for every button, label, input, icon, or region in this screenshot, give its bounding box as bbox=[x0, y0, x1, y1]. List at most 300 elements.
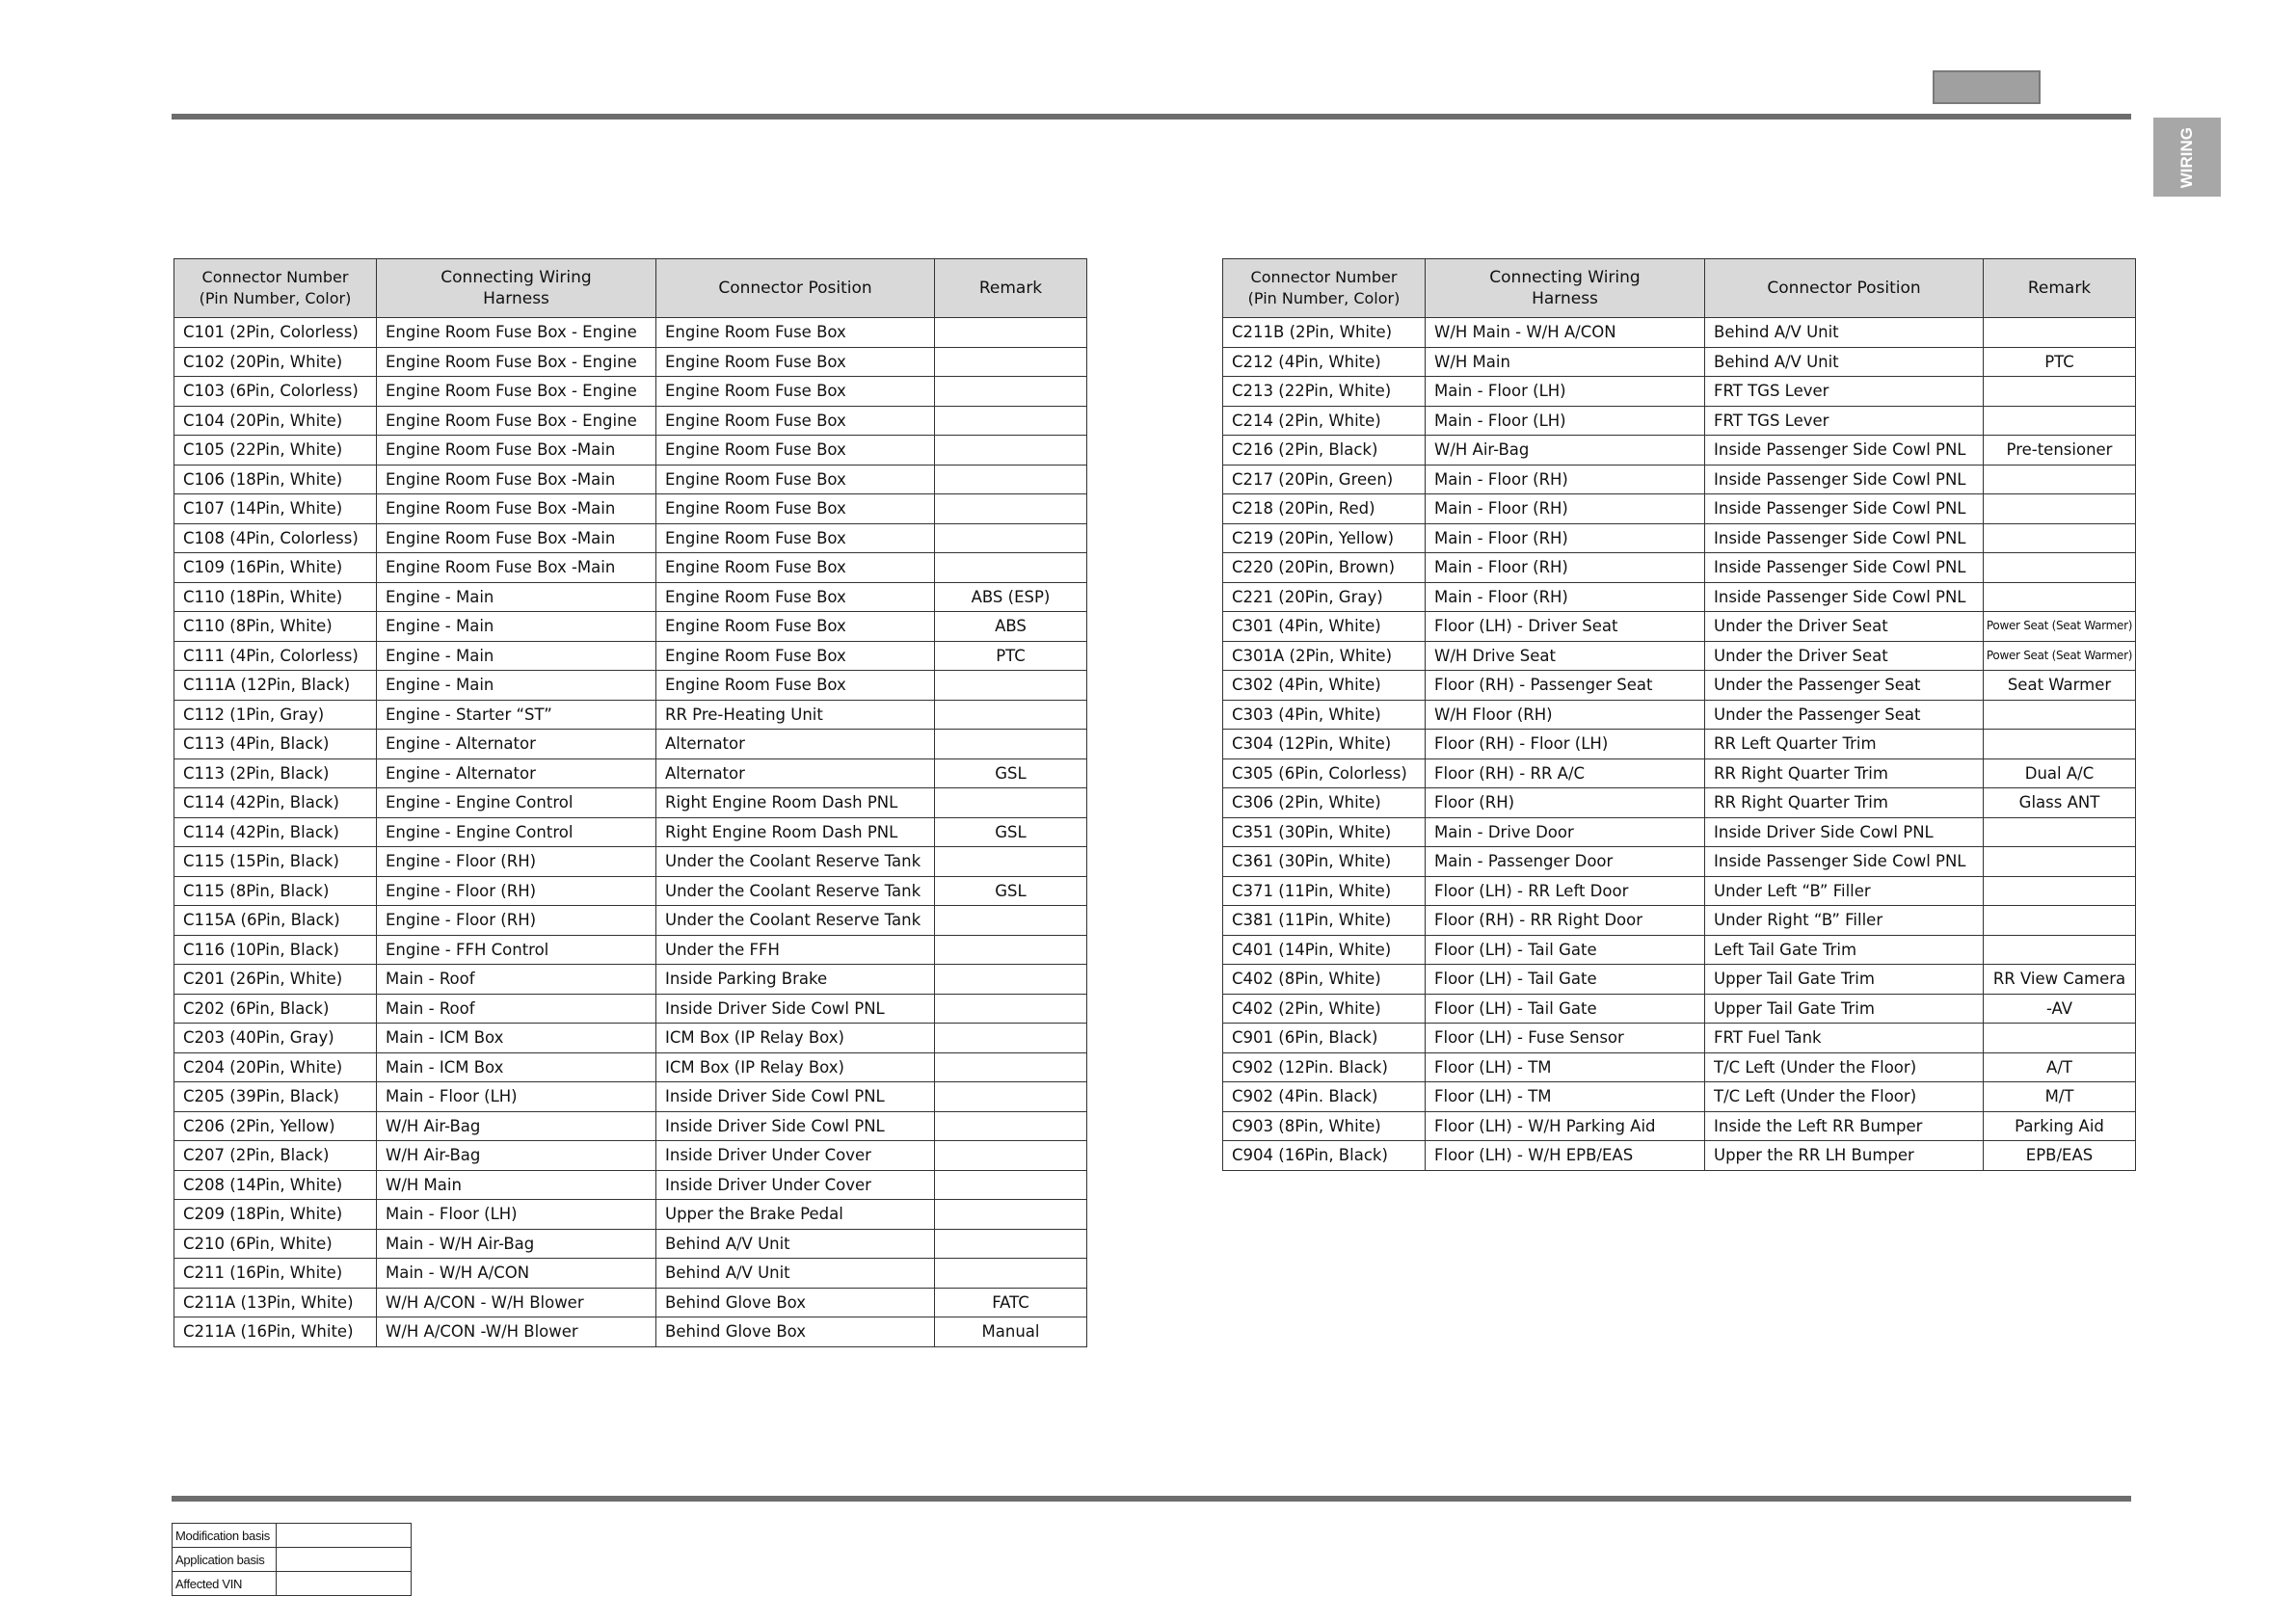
table-row bbox=[1223, 318, 2136, 348]
position-cell: Behind A/V Unit bbox=[1705, 347, 1984, 377]
table-row bbox=[174, 494, 1087, 524]
connector-number-cell: C112 (1Pin, Gray) bbox=[174, 700, 377, 730]
connector-number-cell: C114 (42Pin, Black) bbox=[174, 817, 377, 847]
remark-cell: EPB/EAS bbox=[1984, 1141, 2136, 1171]
remark-cell bbox=[935, 788, 1087, 818]
connector-number-cell: C202 (6Pin, Black) bbox=[174, 994, 377, 1024]
position-cell: Engine Room Fuse Box bbox=[656, 436, 935, 466]
header-line: Connector Number bbox=[1250, 268, 1398, 286]
harness-cell: Engine - FFH Control bbox=[377, 935, 656, 965]
harness-cell: W/H Main bbox=[377, 1170, 656, 1200]
harness-cell: Engine - Floor (RH) bbox=[377, 847, 656, 877]
position-cell: Engine Room Fuse Box bbox=[656, 377, 935, 407]
table-row bbox=[174, 553, 1087, 583]
remark-cell bbox=[935, 377, 1087, 407]
connector-number-cell: C210 (6Pin, White) bbox=[174, 1229, 377, 1259]
harness-cell: Floor (LH) - Driver Seat bbox=[1426, 612, 1705, 642]
table-row bbox=[174, 318, 1087, 348]
remark-cell: ABS bbox=[935, 612, 1087, 642]
modification-value[interactable] bbox=[277, 1548, 412, 1572]
modification-row bbox=[173, 1572, 412, 1596]
table-row bbox=[1223, 965, 2136, 995]
harness-cell: Floor (RH) bbox=[1426, 788, 1705, 818]
col-connector-number bbox=[1223, 259, 1426, 318]
harness-cell: Main - Floor (RH) bbox=[1426, 523, 1705, 553]
remark-cell bbox=[1984, 700, 2136, 730]
table-row bbox=[174, 347, 1087, 377]
table-row bbox=[1223, 553, 2136, 583]
harness-cell: Engine Room Fuse Box -Main bbox=[377, 494, 656, 524]
connector-number-cell: C361 (30Pin, White) bbox=[1223, 847, 1426, 877]
remark-cell bbox=[1984, 817, 2136, 847]
harness-cell: Main - Floor (RH) bbox=[1426, 582, 1705, 612]
col-connector-number bbox=[174, 259, 377, 318]
harness-cell: Main - ICM Box bbox=[377, 1024, 656, 1053]
harness-cell: Main - Floor (LH) bbox=[1426, 377, 1705, 407]
harness-cell: Engine - Main bbox=[377, 671, 656, 701]
table-row bbox=[174, 1141, 1087, 1171]
harness-cell: Main - Floor (LH) bbox=[377, 1200, 656, 1230]
harness-cell: Main - Passenger Door bbox=[1426, 847, 1705, 877]
harness-cell: Engine - Starter “ST” bbox=[377, 700, 656, 730]
position-cell: Under the Passenger Seat bbox=[1705, 671, 1984, 701]
remark-cell: Manual bbox=[935, 1317, 1087, 1347]
harness-cell: Floor (LH) - Tail Gate bbox=[1426, 994, 1705, 1024]
harness-cell: Engine - Engine Control bbox=[377, 817, 656, 847]
harness-cell: W/H Air-Bag bbox=[377, 1141, 656, 1171]
table-row bbox=[174, 906, 1087, 936]
remark-cell bbox=[935, 406, 1087, 436]
table-row bbox=[174, 1229, 1087, 1259]
connector-number-cell: C351 (30Pin, White) bbox=[1223, 817, 1426, 847]
harness-cell: Main - Roof bbox=[377, 965, 656, 995]
remark-cell bbox=[935, 318, 1087, 348]
remark-cell bbox=[935, 1111, 1087, 1141]
table-row bbox=[174, 935, 1087, 965]
table-row bbox=[1223, 730, 2136, 759]
col-harness bbox=[1426, 259, 1705, 318]
connector-number-cell: C104 (20Pin, White) bbox=[174, 406, 377, 436]
connector-number-cell: C116 (10Pin, Black) bbox=[174, 935, 377, 965]
remark-cell bbox=[1984, 465, 2136, 494]
harness-cell: Engine - Main bbox=[377, 641, 656, 671]
connector-number-cell: C108 (4Pin, Colorless) bbox=[174, 523, 377, 553]
position-cell: Under the Coolant Reserve Tank bbox=[656, 847, 935, 877]
modification-table bbox=[172, 1523, 412, 1596]
remark-cell: PTC bbox=[935, 641, 1087, 671]
connector-number-cell: C305 (6Pin, Colorless) bbox=[1223, 758, 1426, 788]
table-row bbox=[1223, 582, 2136, 612]
harness-cell: Main - W/H A/CON bbox=[377, 1259, 656, 1289]
position-cell: Inside Passenger Side Cowl PNL bbox=[1705, 494, 1984, 524]
remark-cell: FATC bbox=[935, 1288, 1087, 1317]
connector-number-cell: C306 (2Pin, White) bbox=[1223, 788, 1426, 818]
table-row bbox=[1223, 641, 2136, 671]
remark-cell bbox=[935, 1229, 1087, 1259]
header-line: Connector Position bbox=[718, 279, 872, 298]
harness-cell: Floor (LH) - Fuse Sensor bbox=[1426, 1024, 1705, 1053]
harness-cell: Engine - Floor (RH) bbox=[377, 906, 656, 936]
remark-cell bbox=[1984, 523, 2136, 553]
modification-label: Application basis bbox=[173, 1548, 277, 1572]
table-row bbox=[1223, 758, 2136, 788]
connector-number-cell: C211A (13Pin, White) bbox=[174, 1288, 377, 1317]
harness-cell: Floor (LH) - TM bbox=[1426, 1082, 1705, 1112]
table-row bbox=[174, 377, 1087, 407]
header-line: Remark bbox=[978, 279, 1043, 298]
harness-cell: W/H Drive Seat bbox=[1426, 641, 1705, 671]
modification-value[interactable] bbox=[277, 1572, 412, 1596]
table-row bbox=[174, 994, 1087, 1024]
header-line: (Pin Number, Color) bbox=[1247, 289, 1401, 307]
table-row bbox=[174, 1170, 1087, 1200]
table-row bbox=[1223, 612, 2136, 642]
remark-cell bbox=[1984, 1024, 2136, 1053]
position-cell: ICM Box (IP Relay Box) bbox=[656, 1024, 935, 1053]
harness-cell: Engine - Alternator bbox=[377, 730, 656, 759]
connector-number-cell: C303 (4Pin, White) bbox=[1223, 700, 1426, 730]
connector-number-cell: C204 (20Pin, White) bbox=[174, 1052, 377, 1082]
harness-cell: Engine - Floor (RH) bbox=[377, 876, 656, 906]
modification-label: Affected VIN bbox=[173, 1572, 277, 1596]
connector-number-cell: C201 (26Pin, White) bbox=[174, 965, 377, 995]
position-cell: Engine Room Fuse Box bbox=[656, 671, 935, 701]
harness-cell: Main - Floor (RH) bbox=[1426, 553, 1705, 583]
col-position bbox=[656, 259, 935, 318]
position-cell: T/C Left (Under the Floor) bbox=[1705, 1082, 1984, 1112]
remark-cell bbox=[935, 465, 1087, 494]
remark-cell bbox=[935, 436, 1087, 466]
connector-number-cell: C211A (16Pin, White) bbox=[174, 1317, 377, 1347]
position-cell: Under the FFH bbox=[656, 935, 935, 965]
remark-cell bbox=[935, 494, 1087, 524]
remark-cell bbox=[1984, 494, 2136, 524]
connector-number-cell: C206 (2Pin, Yellow) bbox=[174, 1111, 377, 1141]
harness-cell: Engine - Engine Control bbox=[377, 788, 656, 818]
harness-cell: Engine Room Fuse Box -Main bbox=[377, 553, 656, 583]
position-cell: Behind Glove Box bbox=[656, 1317, 935, 1347]
position-cell: Engine Room Fuse Box bbox=[656, 582, 935, 612]
remark-cell bbox=[1984, 935, 2136, 965]
position-cell: Engine Room Fuse Box bbox=[656, 553, 935, 583]
harness-cell: Floor (LH) - RR Left Door bbox=[1426, 876, 1705, 906]
position-cell: Under Right “B” Filler bbox=[1705, 906, 1984, 936]
remark-cell: ABS (ESP) bbox=[935, 582, 1087, 612]
position-cell: RR Pre-Heating Unit bbox=[656, 700, 935, 730]
remark-cell bbox=[935, 523, 1087, 553]
harness-cell: Floor (RH) - RR A/C bbox=[1426, 758, 1705, 788]
connector-number-cell: C107 (14Pin, White) bbox=[174, 494, 377, 524]
table-row bbox=[1223, 994, 2136, 1024]
position-cell: Inside Passenger Side Cowl PNL bbox=[1705, 553, 1984, 583]
position-cell: Behind A/V Unit bbox=[1705, 318, 1984, 348]
connector-number-cell: C115 (8Pin, Black) bbox=[174, 876, 377, 906]
connector-number-cell: C111A (12Pin, Black) bbox=[174, 671, 377, 701]
table-row bbox=[1223, 1111, 2136, 1141]
harness-cell: Engine Room Fuse Box -Main bbox=[377, 465, 656, 494]
position-cell: RR Right Quarter Trim bbox=[1705, 788, 1984, 818]
table-row bbox=[174, 1288, 1087, 1317]
harness-cell: W/H Air-Bag bbox=[377, 1111, 656, 1141]
harness-cell: Engine - Main bbox=[377, 612, 656, 642]
remark-cell: Parking Aid bbox=[1984, 1111, 2136, 1141]
position-cell: Engine Room Fuse Box bbox=[656, 406, 935, 436]
position-cell: Under the Coolant Reserve Tank bbox=[656, 876, 935, 906]
remark-cell bbox=[935, 553, 1087, 583]
table-row bbox=[174, 788, 1087, 818]
position-cell: FRT TGS Lever bbox=[1705, 406, 1984, 436]
position-cell: Upper Tail Gate Trim bbox=[1705, 994, 1984, 1024]
table-row bbox=[1223, 788, 2136, 818]
connector-number-cell: C219 (20Pin, Yellow) bbox=[1223, 523, 1426, 553]
remark-cell bbox=[935, 700, 1087, 730]
connector-number-cell: C402 (8Pin, White) bbox=[1223, 965, 1426, 995]
connector-number-cell: C214 (2Pin, White) bbox=[1223, 406, 1426, 436]
harness-cell: Main - Drive Door bbox=[1426, 817, 1705, 847]
position-cell: Inside Driver Under Cover bbox=[656, 1141, 935, 1171]
harness-cell: Main - W/H Air-Bag bbox=[377, 1229, 656, 1259]
position-cell: Right Engine Room Dash PNL bbox=[656, 788, 935, 818]
position-cell: Inside Driver Under Cover bbox=[656, 1170, 935, 1200]
table-row bbox=[1223, 523, 2136, 553]
position-cell: Inside the Left RR Bumper bbox=[1705, 1111, 1984, 1141]
position-cell: Engine Room Fuse Box bbox=[656, 465, 935, 494]
header-line: Remark bbox=[2027, 279, 2092, 298]
position-cell: Engine Room Fuse Box bbox=[656, 347, 935, 377]
position-cell: Inside Driver Side Cowl PNL bbox=[656, 994, 935, 1024]
connector-number-cell: C113 (2Pin, Black) bbox=[174, 758, 377, 788]
table-row bbox=[1223, 436, 2136, 466]
position-cell: RR Left Quarter Trim bbox=[1705, 730, 1984, 759]
position-cell: Upper Tail Gate Trim bbox=[1705, 965, 1984, 995]
remark-cell bbox=[1984, 377, 2136, 407]
harness-cell: Floor (LH) - Tail Gate bbox=[1426, 965, 1705, 995]
table-row bbox=[1223, 494, 2136, 524]
position-cell: Under the Driver Seat bbox=[1705, 612, 1984, 642]
side-tab-wiring[interactable] bbox=[2153, 118, 2221, 197]
connector-number-cell: C381 (11Pin, White) bbox=[1223, 906, 1426, 936]
left-connector-table bbox=[174, 258, 1087, 1347]
table-row bbox=[1223, 935, 2136, 965]
col-remark bbox=[935, 259, 1087, 318]
position-cell: Inside Driver Side Cowl PNL bbox=[656, 1082, 935, 1112]
table-row bbox=[174, 1200, 1087, 1230]
table-row bbox=[1223, 1024, 2136, 1053]
remark-cell bbox=[1984, 406, 2136, 436]
table-row bbox=[174, 1082, 1087, 1112]
position-cell: Inside Passenger Side Cowl PNL bbox=[1705, 582, 1984, 612]
position-cell: Inside Passenger Side Cowl PNL bbox=[1705, 465, 1984, 494]
connector-number-cell: C901 (6Pin, Black) bbox=[1223, 1024, 1426, 1053]
position-cell: Inside Passenger Side Cowl PNL bbox=[1705, 436, 1984, 466]
remark-cell: PTC bbox=[1984, 347, 2136, 377]
remark-cell bbox=[935, 671, 1087, 701]
connector-number-cell: C301A (2Pin, White) bbox=[1223, 641, 1426, 671]
side-tab-label: WIRING bbox=[2177, 127, 2196, 189]
remark-cell bbox=[1984, 553, 2136, 583]
position-cell: Right Engine Room Dash PNL bbox=[656, 817, 935, 847]
remark-cell: RR View Camera bbox=[1984, 965, 2136, 995]
position-cell: Inside Driver Side Cowl PNL bbox=[656, 1111, 935, 1141]
position-cell: Engine Room Fuse Box bbox=[656, 523, 935, 553]
position-cell: Left Tail Gate Trim bbox=[1705, 935, 1984, 965]
harness-cell: W/H Main - W/H A/CON bbox=[1426, 318, 1705, 348]
connector-number-cell: C114 (42Pin, Black) bbox=[174, 788, 377, 818]
remark-cell bbox=[1984, 847, 2136, 877]
connector-number-cell: C301 (4Pin, White) bbox=[1223, 612, 1426, 642]
position-cell: RR Right Quarter Trim bbox=[1705, 758, 1984, 788]
remark-cell bbox=[1984, 318, 2136, 348]
table-row bbox=[1223, 847, 2136, 877]
table-row bbox=[174, 1317, 1087, 1347]
position-cell: Upper the RR LH Bumper bbox=[1705, 1141, 1984, 1171]
remark-cell bbox=[935, 847, 1087, 877]
connector-number-cell: C371 (11Pin, White) bbox=[1223, 876, 1426, 906]
modification-row bbox=[173, 1548, 412, 1572]
header-line: Harness bbox=[483, 289, 549, 308]
position-cell: Inside Passenger Side Cowl PNL bbox=[1705, 523, 1984, 553]
table-row bbox=[1223, 671, 2136, 701]
table-row bbox=[174, 965, 1087, 995]
connector-number-cell: C213 (22Pin, White) bbox=[1223, 377, 1426, 407]
position-cell: Engine Room Fuse Box bbox=[656, 318, 935, 348]
position-cell: Engine Room Fuse Box bbox=[656, 641, 935, 671]
table-header-row bbox=[174, 259, 1087, 318]
harness-cell: Floor (LH) - W/H Parking Aid bbox=[1426, 1111, 1705, 1141]
remark-cell: Glass ANT bbox=[1984, 788, 2136, 818]
position-cell: Alternator bbox=[656, 758, 935, 788]
connector-number-cell: C211 (16Pin, White) bbox=[174, 1259, 377, 1289]
harness-cell: W/H Floor (RH) bbox=[1426, 700, 1705, 730]
position-cell: Inside Passenger Side Cowl PNL bbox=[1705, 847, 1984, 877]
table-row bbox=[1223, 700, 2136, 730]
harness-cell: Main - Roof bbox=[377, 994, 656, 1024]
col-position bbox=[1705, 259, 1984, 318]
harness-cell: Main - Floor (LH) bbox=[1426, 406, 1705, 436]
connector-number-cell: C111 (4Pin, Colorless) bbox=[174, 641, 377, 671]
position-cell: Under the Passenger Seat bbox=[1705, 700, 1984, 730]
remark-cell: GSL bbox=[935, 758, 1087, 788]
header-line: (Pin Number, Color) bbox=[199, 289, 352, 307]
table-row bbox=[1223, 406, 2136, 436]
remark-cell bbox=[1984, 906, 2136, 936]
remark-cell bbox=[935, 1024, 1087, 1053]
connector-number-cell: C211B (2Pin, White) bbox=[1223, 318, 1426, 348]
harness-cell: Engine Room Fuse Box - Engine bbox=[377, 347, 656, 377]
connector-number-cell: C902 (12Pin. Black) bbox=[1223, 1052, 1426, 1082]
connector-number-cell: C401 (14Pin, White) bbox=[1223, 935, 1426, 965]
table-row bbox=[174, 730, 1087, 759]
position-cell: FRT TGS Lever bbox=[1705, 377, 1984, 407]
remark-cell: M/T bbox=[1984, 1082, 2136, 1112]
position-cell: Behind A/V Unit bbox=[656, 1259, 935, 1289]
table-row bbox=[174, 671, 1087, 701]
harness-cell: W/H A/CON -W/H Blower bbox=[377, 1317, 656, 1347]
header-line: Harness bbox=[1532, 289, 1598, 308]
remark-cell: Power Seat (Seat Warmer) bbox=[1984, 612, 2136, 642]
header-gray-box bbox=[1933, 70, 2041, 104]
harness-cell: W/H Main bbox=[1426, 347, 1705, 377]
table-row bbox=[174, 1052, 1087, 1082]
table-row bbox=[174, 612, 1087, 642]
harness-cell: Engine Room Fuse Box -Main bbox=[377, 436, 656, 466]
connector-number-cell: C903 (8Pin, White) bbox=[1223, 1111, 1426, 1141]
connector-number-cell: C302 (4Pin, White) bbox=[1223, 671, 1426, 701]
remark-cell: A/T bbox=[1984, 1052, 2136, 1082]
connector-number-cell: C115A (6Pin, Black) bbox=[174, 906, 377, 936]
table-row bbox=[174, 465, 1087, 494]
harness-cell: Engine Room Fuse Box - Engine bbox=[377, 406, 656, 436]
table-row bbox=[174, 876, 1087, 906]
connector-number-cell: C205 (39Pin, Black) bbox=[174, 1082, 377, 1112]
position-cell: FRT Fuel Tank bbox=[1705, 1024, 1984, 1053]
connector-number-cell: C216 (2Pin, Black) bbox=[1223, 436, 1426, 466]
harness-cell: Engine Room Fuse Box - Engine bbox=[377, 377, 656, 407]
table-row bbox=[174, 1024, 1087, 1053]
harness-cell: Engine - Main bbox=[377, 582, 656, 612]
table-row bbox=[174, 523, 1087, 553]
modification-value[interactable] bbox=[277, 1524, 412, 1548]
harness-cell: Engine - Alternator bbox=[377, 758, 656, 788]
harness-cell: Floor (LH) - TM bbox=[1426, 1052, 1705, 1082]
harness-cell: Floor (LH) - Tail Gate bbox=[1426, 935, 1705, 965]
connector-number-cell: C110 (8Pin, White) bbox=[174, 612, 377, 642]
connector-number-cell: C217 (20Pin, Green) bbox=[1223, 465, 1426, 494]
connector-number-cell: C207 (2Pin, Black) bbox=[174, 1141, 377, 1171]
remark-cell bbox=[935, 906, 1087, 936]
remark-cell bbox=[935, 994, 1087, 1024]
position-cell: Engine Room Fuse Box bbox=[656, 494, 935, 524]
table-row bbox=[174, 1111, 1087, 1141]
remark-cell bbox=[1984, 582, 2136, 612]
table-row bbox=[174, 436, 1087, 466]
connector-number-cell: C101 (2Pin, Colorless) bbox=[174, 318, 377, 348]
position-cell: Behind Glove Box bbox=[656, 1288, 935, 1317]
remark-cell bbox=[935, 730, 1087, 759]
remark-cell bbox=[935, 1141, 1087, 1171]
harness-cell: W/H Air-Bag bbox=[1426, 436, 1705, 466]
right-connector-table bbox=[1222, 258, 2136, 1171]
remark-cell: Seat Warmer bbox=[1984, 671, 2136, 701]
header-line: Connecting Wiring bbox=[1489, 268, 1641, 287]
remark-cell bbox=[935, 1170, 1087, 1200]
remark-cell: GSL bbox=[935, 876, 1087, 906]
connector-number-cell: C218 (20Pin, Red) bbox=[1223, 494, 1426, 524]
remark-cell bbox=[935, 1200, 1087, 1230]
harness-cell: Floor (LH) - W/H EPB/EAS bbox=[1426, 1141, 1705, 1171]
table-row bbox=[174, 847, 1087, 877]
harness-cell: Floor (RH) - Passenger Seat bbox=[1426, 671, 1705, 701]
remark-cell: Power Seat (Seat Warmer) bbox=[1984, 641, 2136, 671]
table-row bbox=[1223, 817, 2136, 847]
position-cell: Inside Driver Side Cowl PNL bbox=[1705, 817, 1984, 847]
position-cell: Inside Parking Brake bbox=[656, 965, 935, 995]
table-header-row bbox=[1223, 259, 2136, 318]
remark-cell bbox=[935, 347, 1087, 377]
table-row bbox=[1223, 465, 2136, 494]
table-row bbox=[1223, 377, 2136, 407]
harness-cell: Floor (RH) - Floor (LH) bbox=[1426, 730, 1705, 759]
top-divider bbox=[172, 114, 2131, 120]
position-cell: Under Left “B” Filler bbox=[1705, 876, 1984, 906]
position-cell: Alternator bbox=[656, 730, 935, 759]
harness-cell: Main - ICM Box bbox=[377, 1052, 656, 1082]
table-row bbox=[174, 582, 1087, 612]
table-row bbox=[1223, 876, 2136, 906]
table-row bbox=[1223, 347, 2136, 377]
connector-number-cell: C102 (20Pin, White) bbox=[174, 347, 377, 377]
position-cell: Upper the Brake Pedal bbox=[656, 1200, 935, 1230]
